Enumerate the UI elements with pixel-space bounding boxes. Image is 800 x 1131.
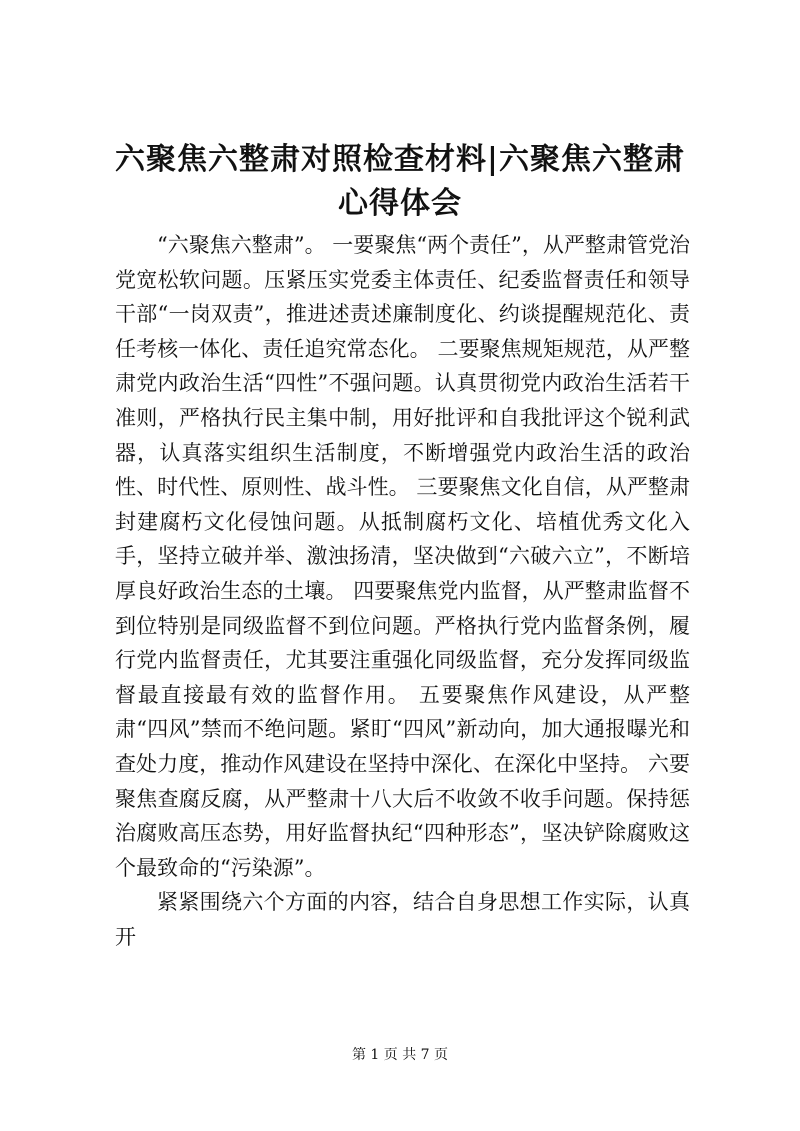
document-body	[115, 228, 690, 954]
paragraph-2: 紧紧围绕六个方面的内容，结合自身思想工作实际，认真开	[115, 890, 690, 949]
paragraph-1: “六聚焦六整肃”。 一要聚焦“两个责任”，从严整肃管党治党宽松软问题。压紧压实党委主体责任、纪委监督责任和领导干部“一岗双责”，推进述责述廉制度化、约谈提醒规范化、责任考核一体化、责任追究常态化。 二要聚焦规矩规范，从严整肃党内政治生活“四性”不强问题。认真贯彻党内政治生活若干准则，严格执行民主集中制，用好批评和自我批评这个锐利武器，认真落实组织生活制度，不断增强党内政治生活的政治性、时代性、原则性、战斗性。 三要聚焦文化自信，从严整肃封建腐朽文化侵蚀问题。从抵制腐朽文化、培植优秀文化入手，坚持立破并举、激浊扬清，坚决做到“六破六立”，不断培厚良好政治生态的土壤。 四要聚焦党内监督，从严整肃监督不到位特别是同级监督不到位问题。严格执行党内监督条例，履行党内监督责任，尤其要注重强化同级监督，充分发挥同级监督最直接最有效的监督作用。 五要聚焦作风建设，从严整肃“四风”禁而不绝问题。紧盯“四风”新动向，加大通报曝光和查处力度，推动作风建设在坚持中深化、在深化中坚持。 六要聚焦查腐反腐，从严整肃十八大后不收敛不收手问题。保持惩治腐败高压态势，用好监督执纪“四种形态”，坚决铲除腐败这个最致命的“污染源”。	[115, 233, 690, 880]
document-title: 六聚焦六整肃对照检查材料|六聚焦六整肃心得体会	[115, 142, 685, 221]
page-footer: 第 1 页 共 7 页	[351, 1047, 449, 1063]
